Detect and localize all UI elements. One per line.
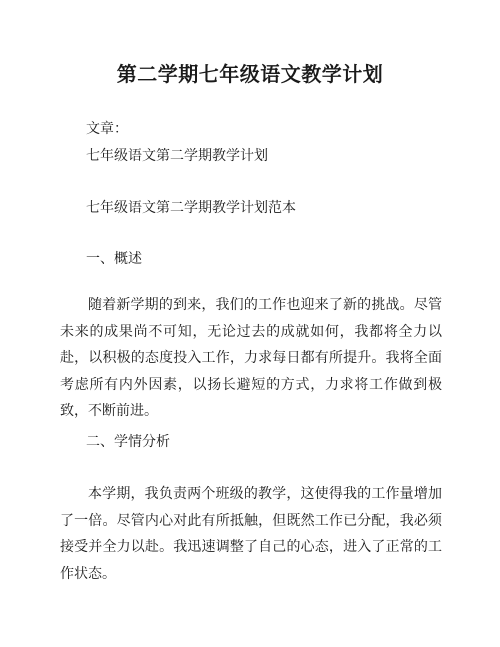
section-2-heading: 二、学情分析 [86,434,170,450]
subtitle-line-1: 七年级语文第二学期教学计划 [86,148,268,164]
section-2-body: 本学期，我负责两个班级的教学，这使得我的工作量增加了一倍。尽管内心对此有所抵触，但既然工作已分配，我必须接受并全力以赴。我迅速调整了自己的心态，进入了正常的工作状态。 [60,486,442,582]
article-label: 文章： [86,121,128,137]
section-1-body: 随着新学期的到来，我们的工作也迎来了新的挑战。尽管未来的成果尚不可知，无论过去的成就如何，我都将全力以赴，以积极的态度投入工作，力求每日都有所提升。我将全面考虑所有内外因素，以扬长避短的方式，力求将工作做到极致，不断前进。 [60,297,442,419]
subtitle-line-2: 七年级语文第二学期教学计划范本 [86,200,296,216]
document-title: 第二学期七年级语文教学计划 [116,62,384,86]
section-1-heading: 一、概述 [86,251,142,267]
